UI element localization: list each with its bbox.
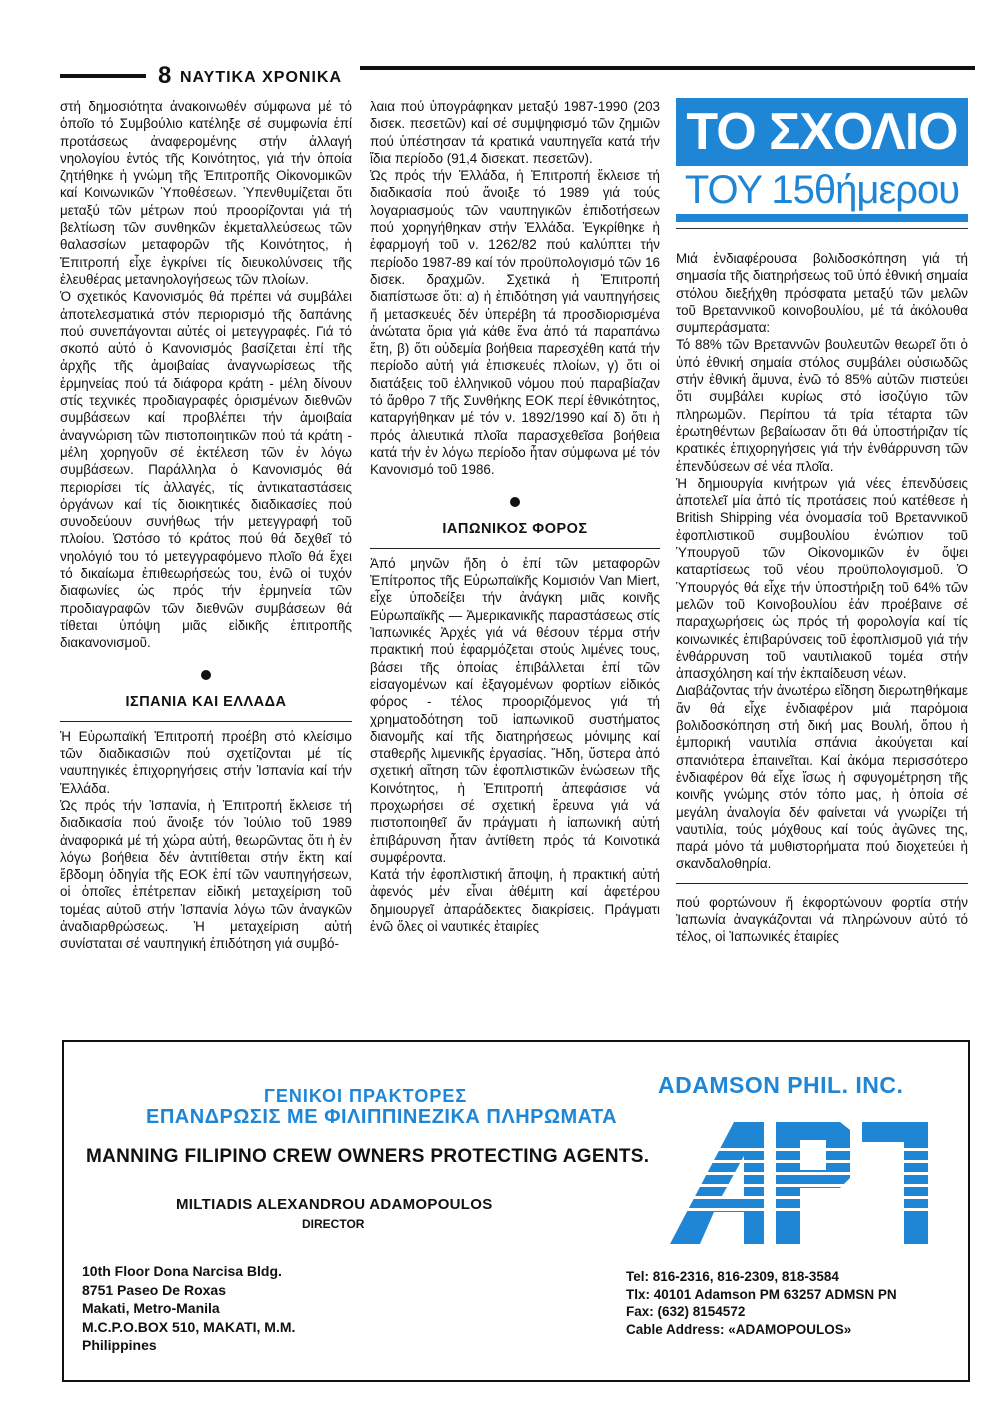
page-header (60, 62, 975, 90)
paragraph: πού φορτώνουν ἤ ἐκφορτώνουν φορτία στήν Ἰαπωνία ἀναγκάζονται νά πληρώνουν αὐτό τό τέλος, οἱ Ἰαπωνικές ἑταιρίες (676, 894, 968, 945)
comment-rule (676, 228, 968, 229)
page-number: 8 (158, 62, 172, 89)
api-logo-icon (664, 1108, 934, 1250)
ad-manning-greek: ΕΠΑΝΔΡΩΣΙΣ ΜΕ ΦΙΛΙΠΠΙΝΕΖΙΚΑ ΠΛΗΡΩΜΑΤΑ (146, 1106, 618, 1128)
address-line: Philippines (82, 1337, 157, 1353)
paragraph: Ἡ δημιουργία κινήτρων γιά νέες ἐπενδύσεις ἀποτελεῖ μία ἀπό τίς προτάσεις πού κατέθεσε ἡ British Shipping νέα ὀνομασία τοῦ Βρεταννικοῦ ἐφοπλιστικοῦ συμβουλίου ἐνώπιον τοῦ Ὑπουργοῦ τῶν Οἰκονομικῶν ἐν ὄψει καταρτίσεως τοῦ νέου προϋπολογισμοῦ. Ὁ Ὑπουργός θά εἶχε τήν ὑποστήριξη τοῦ 64% τῶν μελῶν τοῦ Κοινοβουλίου ἐάν προέβαινε σέ παραχωρήσεις ὡς πρός τή φορολογία καί τίς κοινωνικές ἐπιβαρύνσεις τοῦ ἐφοπλισμοῦ γιά τήν ἐνθάρρυνση τοῦ ναυτιλιακοῦ τομέα στήν ἀπασχόληση καί τήν ἐκπαίδευση νέων. (676, 475, 968, 682)
comment-box-title: ΤΟ ΣΧΟΛΙΟ (686, 103, 958, 161)
address-line: 10th Floor Dona Narcisa Bldg. (82, 1263, 282, 1279)
paragraph: Μιά ἐνδιαφέρουσα βολιδοσκόπηση γιά τή σημασία τῆς διατηρήσεως τοῦ ὑπό ἐθνική σημαία στόλου διεξήχθη πρόσφατα μεταξύ τῶν μελῶν τοῦ Βρεταννικοῦ κοινοβουλίου, μέ τά ἀκόλουθα συμπεράσματα: (676, 251, 968, 336)
paragraph: λαια πού ὑπογράφηκαν μεταξύ 1987-1990 (203 δισεκ. πεσετῶν) καί σέ συμψηφισμό τῶν ζημιῶν πού ὑπέστησαν τά κρατικά ναυπηγεῖα κατά τήν ἴδια περίοδο (91,4 δισεκατ. πεσετῶν). (370, 99, 660, 166)
ad-director-name: MILTIADIS ALEXANDROU ADAMOPOULOS (176, 1196, 493, 1213)
publication-title: ΝΑΥΤΙΚΑ ΧΡΟΝΙΚΑ (180, 69, 342, 86)
ad-general-agents: ΓΕΝΙΚΟΙ ΠΡΑΚΤΟΡΕΣ (264, 1086, 468, 1106)
paragraph: Κατά τήν ἐφοπλιστική ἄποψη, ἡ πρακτική αὐτή ἀφενός μέν εἶναι ἀθέμιτη καί ἀφετέρου δημιουργεῖ ἀπαράδεκτες διακρίσεις. Πράγματι ἐνῶ ὅλες οἱ ναυτικές ἑταιρίες (370, 867, 660, 935)
column-2 (370, 98, 660, 935)
subheading-spain-greece: ΙΣΠΑΝΙΑ ΚΑΙ ΕΛΛΑΔΑ (125, 693, 287, 710)
header-rule-left (60, 74, 146, 78)
ad-director-title: DIRECTOR (302, 1217, 365, 1231)
ad-brand-name: ADAMSON PHIL. INC. (658, 1072, 904, 1098)
address-line: Makati, Metro-Manila (82, 1300, 220, 1316)
paragraph: Ὡς πρός τήν Ἑλλάδα, ἡ Ἐπιτροπή ἔκλεισε τή διαδικασία πού ἄνοιξε τό 1989 γιά τούς λογαριασμούς τῶν ναυπηγικῶν ἐπιδοτήσεων πού χορηγήθηκαν στήν Ἑλλάδα. Ἐγκρίθηκε ἡ ἐφαρμογή τοῦ ν. 1262/82 πού καλύπτει τήν περίοδο 1987-89 καί τόν προϋπολογισμό τῶν 16 δισεκ. δραχμῶν. Σχετικά ἡ Ἐπιτροπή διαπίστωσε ὅτι: α) ἡ ἐπιδότηση γιά ναυπηγήσεις ἤ μετασκευές δέν ὑπερέβη τά προσδιορισμένα ἀνώτατα ὅρια γιά κάθε ἕνα ἀπό τά παραπάνω ἔτη, β) ὅτι οὐδεμία βοήθεια παρεσχέθη κατά τήν περίοδο αὐτή γιά ἐπισκευές πλοίων, γ) ὅτι οἱ διατάξεις τοῦ ἑλληνικοῦ νόμου πού παραβίαζαν τό ἄρθρο 7 τῆς Συνθήκης ΕΟΚ περί ἐθνικότητος, καταργήθηκαν μέ τόν ν. 1892/1990 καί δ) ὅτι ἡ πρός ἁλιευτικά πλοῖα παρασχεθεῖσα βοήθεια κατά τήν ἐν λόγω περίοδο ἦταν σύμφωνα μέ τόν Κανονισμό τοῦ 1986. (370, 168, 660, 478)
contact-line: Fax: (632) 8154572 (626, 1304, 746, 1319)
header-rule-right (360, 66, 975, 70)
paragraph: Διαβάζοντας τήν ἀνωτέρω εἴδηση διερωτηθήκαμε ἄν θά εἶχε ἐνδιαφέρον μιά παρόμοια βολιδοσκόπηση στή δική μας Βουλή, ὅπου ἡ ἐμπορική ναυτιλία σπάνια ἀκούγεται καί σπανιότερα ἐπαινεῖται. Καί ἀκόμα περισσότερο ἐνδιαφέρον θά εἶχε ἴσως ἡ σφυγομέτρηση τῆς κοινῆς γνώμης στόν τόπο μας, ἡ ὁποία σέ μεγάλη ἀναλογία δέν φαίνεται νά γνωρίζει τή ναυτιλία, τούς μόχθους καί τούς ἀγῶνες της, παρά μόνο τά μυθιστορήματα πού διοχετεύει ἡ σκανδαλοθηρία. (676, 683, 968, 872)
ad-manning-english: MANNING FILIPINO CREW OWNERS PROTECTING AGENTS. (86, 1146, 650, 1167)
paragraph: Τό 88% τῶν Βρεταννῶν βουλευτῶν θεωρεῖ ὅτι ὁ ὑπό ἐθνική σημαία στόλος συμβάλει οὐσιωδῶς στήν ἐθνική ἄμυνα, ἐνῶ τό 85% αὐτῶν πιστεύει ὅτι συμβάλει κυρίως στό ἰσοζύγιο τῶν πληρωμῶν. Περίπου τά τρία τέταρτα τῶν ἐρωτηθέντων βεβαίωσαν ὅτι θά ὑποστήριζαν τίς κρατικές ἐπιχορηγήσεις γιά τήν ἐνθάρρυνση τῶν ἐπενδύσεων σέ νέα πλοῖα. (676, 337, 968, 474)
column-1 (60, 98, 352, 953)
contact-line: Tlx: 40101 Adamson PM 63257 ADMSN PN (626, 1286, 897, 1302)
contact-line: Cable Address: «ADAMOPOULOS» (626, 1321, 852, 1337)
paragraph: Ἡ Εὐρωπαϊκή Ἐπιτροπή προέβη στό κλείσιμο τῶν διαδικασιῶν πού σχετίζονται μέ τίς ναυπηγικές ἐπιχορηγήσεις στήν Ἰσπανία καί τήν Ἑλλάδα. (60, 728, 352, 796)
paragraph: στή δημοσιότητα ἀνακοινωθέν σύμφωνα μέ τό ὁποῖο τό Συμβούλιο κατέληξε σέ συμφωνία ἐπί προτάσεως ἀναφερομένης στήν ἀλλαγή νηολογίου ἐντός τῆς Κοινότητος, γιά τήν ὁποία ζητήθηκε ἡ γνώμη τῆς Ἐπιτροπῆς Οἰκονομικῶν καί Κοινωνικῶν Ὑποθέσεων. Ὑπενθυμίζεται ὅτι μεταξύ τῶν μέτρων πού προορίζονται γιά τή βελτίωση τῶν συνθηκῶν ἐκμεταλλεύσεως τῶν θαλασσίων μεταφορῶν τῆς Κοινότητος, ἡ Ἐπιτροπή εἶχε ἐγκρίνει τίς διευκολύνσεις τῆς ἐλευθέρας μετανηολογήσεως τῶν πλοίων. (60, 99, 352, 287)
ad-address (82, 1262, 295, 1355)
ad-contact (626, 1268, 897, 1338)
subheading-rule (60, 721, 352, 722)
column-3 (676, 250, 968, 946)
address-line: M.C.P.O.BOX 510, MAKATI, M.M. (82, 1318, 296, 1335)
paragraph: Ὁ σχετικός Κανονισμός θά πρέπει νά συμβάλει ἀποτελεσματικά στόν περιορισμό τῆς δαπάνης πού συνεπάγονται αὐτές οἱ μετεγγραφές. Γιά τό σκοπό αὐτό ὁ Κανονισμός βασίζεται ἐπί τῆς ἀρχῆς τῆς ἀμοιβαίας ἀναγνωρίσεως τῆς ἑρμηνείας πού τά διάφορα κράτη - μέλη δίνουν στίς τεχνικές προδιαγραφές ὁρισμένων διεθνῶν συμβάσεων καί προβλέπει τήν ἀμοιβαία ἀναγνώριση τῶν πιστοποιητικῶν πού τά κράτη - μέλη χορηγοῦν σέ ἐκτέλεση τῶν ἐν λόγω συμβάσεων. Παράλληλα ὁ Κανονισμός θά περιορίσει τίς ἀλλαγές, τίς ἀντικαταστάσεις ὀργάνων καί τίς διοικητικές διαδικασίες πού συνοδεύουν συνήθως τήν μετεγγραφή τοῦ πλοίου. Ὡστόσο τό κράτος πού θά δεχθεῖ τό νηολόγιό του τό μετεγγραφόμενο πλοῖο θά ἔχει τό δικαίωμα ἐπιθεωρήσεώς του, ἐνῶ οἱ τυχόν διαφωνίες ὡς πρός τήν ἑρμηνεία τῶν προδιαγραφῶν τῶν διεθνῶν συμβάσεων θά τίθεται ὑπόψη μιᾶς εἰδικῆς ἐπιτροπῆς διακανονισμοῦ. (60, 289, 352, 651)
subheading-japanese-tax: ΙΑΠΩΝΙΚΟΣ ΦΟΡΟΣ (442, 520, 588, 537)
paragraph: Ἀπό μηνῶν ἤδη ὁ ἐπί τῶν μεταφορῶν Ἐπίτροπος τῆς Εὐρωπαϊκῆς Κομισιόν Van Miert, εἶχε ὑποδείξει τήν ἀνάγκη μιᾶς κοινῆς Εὐρωπαϊκῆς — Ἀμερικανικῆς παραστάσεως στίς Ἰαπωνικές Ἀρχές γιά νά θέσουν τέρμα στήν πρακτική πού ἐφαρμόζεται στούς λιμένες τους, βάσει τῆς ὁποίας ἐπιβάλλεται ἐπί τῶν εἰσαγομένων καί ἐξαγομένων φορτίων εἰδικός φόρος - τέλος προοριζόμενος γιά τή χρηματοδότηση τοῦ ἰαπωνικοῦ συστήματος διανομῆς καί τῆς διατηρήσεως μόνιμης καί σταθερῆς λιμενικῆς ἐργασίας. Ἤδη, ὕστερα ἀπό σχετική αἴτηση τῶν ἐφοπλιστικῶν ἑνώσεων τῆς Κοινότητος, ἡ Ἐπιτροπή ἀπεφάσισε νά προχωρήσει σέ σχετική ἔρευνα γιά νά πιστοποιηθεῖ ἄν πράγματι ἡ ἰαπωνική αὐτή ἐπιβάρυνση ἦταν ἀντίθετη πρός τά Κοινοτικά συμφέροντα. (370, 555, 660, 865)
paragraph: Ὡς πρός τήν Ἰσπανία, ἡ Ἐπιτροπή ἔκλεισε τή διαδικασία πού ἄνοιξε τόν Ἰούλιο τοῦ 1989 ἀναφορικά μέ τή χώρα αὐτή, θεωρῶντας ὅτι ἡ ἐν λόγω βοήθεια δέν ἀντιτίθεται στήν ἕκτη καί ἕβδομη ὁδηγία τῆς ΕΟΚ ἐπί τῶν ναυπηγήσεων, οἱ ὁποῖες ἐπέτρεπαν εἰδική μεταχείριση τοῦ τομέας αὐτοῦ στήν Ἰσπανία λόγω τῶν ἀναγκῶν ἀναδιαρθρώσεως. Ἡ μεταχείριση αὐτή συνίσταται σέ ναυπηγική ἐπιδότηση γιά συμβό- (60, 797, 352, 952)
separator-dot (201, 670, 211, 680)
separator-dot (510, 497, 520, 507)
subheading-rule (370, 548, 660, 549)
column-rule (676, 883, 968, 884)
contact-line: Tel: 816-2316, 816-2309, 818-3584 (626, 1269, 839, 1284)
advertisement (62, 1040, 970, 1382)
address-line: 8751 Paseo De Roxas (82, 1281, 226, 1298)
comment-box-subtitle: ΤΟΥ 15θήμερου (676, 166, 968, 214)
